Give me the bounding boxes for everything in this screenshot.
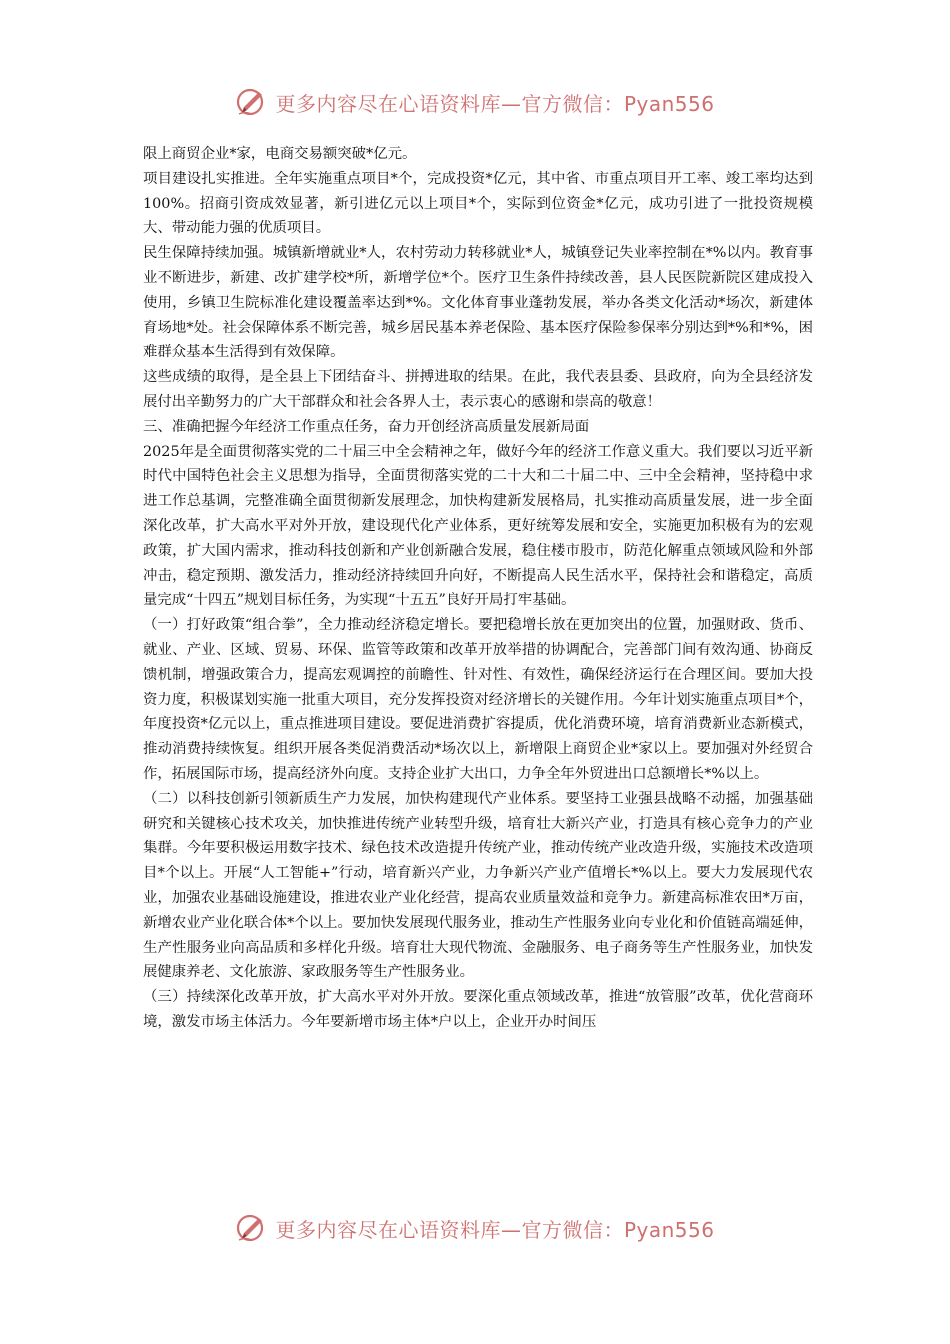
header-banner-text: 更多内容尽在心语资料库—官方微信：Pyan556 bbox=[275, 91, 715, 116]
pen-logo-icon bbox=[235, 1211, 269, 1245]
paragraph: （三）持续深化改革开放，扩大高水平对外开放。要深化重点领域改革，推进“放管服”改革，优化营商环境，激发市场主体活力。今年要新增市场主体*户以上，企业开办时间压 bbox=[143, 989, 813, 1030]
paragraph: 2025年是全面贯彻落实党的二十届三中全会精神之年，做好今年的经济工作意义重大。我们要以习近平新时代中国特色社会主义思想为指导，全面贯彻落实党的二十大和二十届二中、三中全会精神，坚持稳中求进工作总基调，完整准确全面贯彻新发展理念，加快构建新发展格局，扎实推动高质量发展，进一步全面深化改革，扩大高水平对外开放，建设现代化产业体系，更好统筹发展和安全，实施更加积极有为的宏观政策，扩大国内需求，推动科技创新和产业创新融合发展，稳住楼市股市，防范化解重点领域风险和外部冲击，稳定预期、激发活力，推动经济持续回升向好，不断提高人民生活水平，保持社会和谐稳定，高质量完成“十四五”规划目标任务，为实现“十五五”良好开局打牢基础。 bbox=[143, 443, 813, 609]
paragraph: 限上商贸企业*家，电商交易额突破*亿元。 bbox=[143, 146, 417, 162]
paragraph: 项目建设扎实推进。全年实施重点项目*个，完成投资*亿元，其中省、市重点项目开工率、竣工率均达到100%。招商引资成效显著，新引进亿元以上项目*个，实际到位资金*亿元，成功引进了一批投资规模大、带动能力强的优质项目。 bbox=[143, 170, 813, 237]
pen-logo-icon bbox=[235, 85, 269, 119]
footer-banner bbox=[0, 1208, 950, 1248]
paragraph: 这些成绩的取得，是全县上下团结奋斗、拼搏进取的结果。在此，我代表县委、县政府，向为全县经济发展付出辛勤努力的广大干部群众和社会各界人士，表示衷心的感谢和崇高的敬意！ bbox=[143, 369, 813, 410]
header-banner bbox=[0, 82, 950, 122]
paragraph: （二）以科技创新引领新质生产力发展，加快构建现代产业体系。要坚持工业强县战略不动摇，加强基础研究和关键核心技术攻关，加快推进传统产业转型升级，培育壮大新兴产业，打造具有核心竞争力的产业集群。今年要积极运用数字技术、绿色技术改造提升传统产业，推动传统产业改造升级，实施技术改造项目*个以上。开展“人工智能+”行动，培育新兴产业，力争新兴产业产值增长*%以上。要大力发展现代农业，加强农业基础设施建设，推进农业产业化经营，提高农业质量效益和竞争力。新建高标准农田*万亩，新增农业产业化联合体*个以上。要加快发展现代服务业，推动生产性服务业向专业化和价值链高端延伸，生产性服务业向高品质和多样化升级。培育壮大现代物流、金融服务、电子商务等生产性服务业，加快发展健康养老、文化旅游、家政服务等生产性服务业。 bbox=[143, 790, 813, 981]
footer-banner-text: 更多内容尽在心语资料库—官方微信：Pyan556 bbox=[275, 1217, 715, 1242]
section-heading: 三、准确把握今年经济工作重点任务，奋力开创经济高质量发展新局面 bbox=[143, 418, 590, 435]
document-body bbox=[143, 142, 813, 1035]
paragraph: 民生保障持续加强。城镇新增就业*人，农村劳动力转移就业*人，城镇登记失业率控制在*%以内。教育事业不断进步，新建、改扩建学校*所，新增学位*个。医疗卫生条件持续改善，县人民医院新院区建成投入使用，乡镇卫生院标准化建设覆盖率达到*%。文化体育事业蓬勃发展，举办各类文化活动*场次，新建体育场地*处。社会保障体系不断完善，城乡居民基本养老保险、基本医疗保险参保率分别达到*%和*%，困难群众基本生活得到有效保障。 bbox=[143, 245, 813, 361]
paragraph: （一）打好政策“组合拳”，全力推动经济稳定增长。要把稳增长放在更加突出的位置，加强财政、货币、就业、产业、区域、贸易、环保、监管等政策和改革开放举措的协调配合，完善部门间有效沟通、协商反馈机制，增强政策合力，提高宏观调控的前瞻性、针对性、有效性，确保经济运行在合理区间。要加大投资力度，积极谋划实施一批重大项目，充分发挥投资对经济增长的关键作用。今年计划实施重点项目*个，年度投资*亿元以上，重点推进项目建设。要促进消费扩容提质，优化消费环境，培育消费新业态新模式，推动消费持续恢复。组织开展各类促消费活动*场次以上，新增限上商贸企业*家以上。要加强对外经贸合作，拓展国际市场，提高经济外向度。支持企业扩大出口，力争全年外贸进出口总额增长*%以上。 bbox=[143, 617, 813, 782]
